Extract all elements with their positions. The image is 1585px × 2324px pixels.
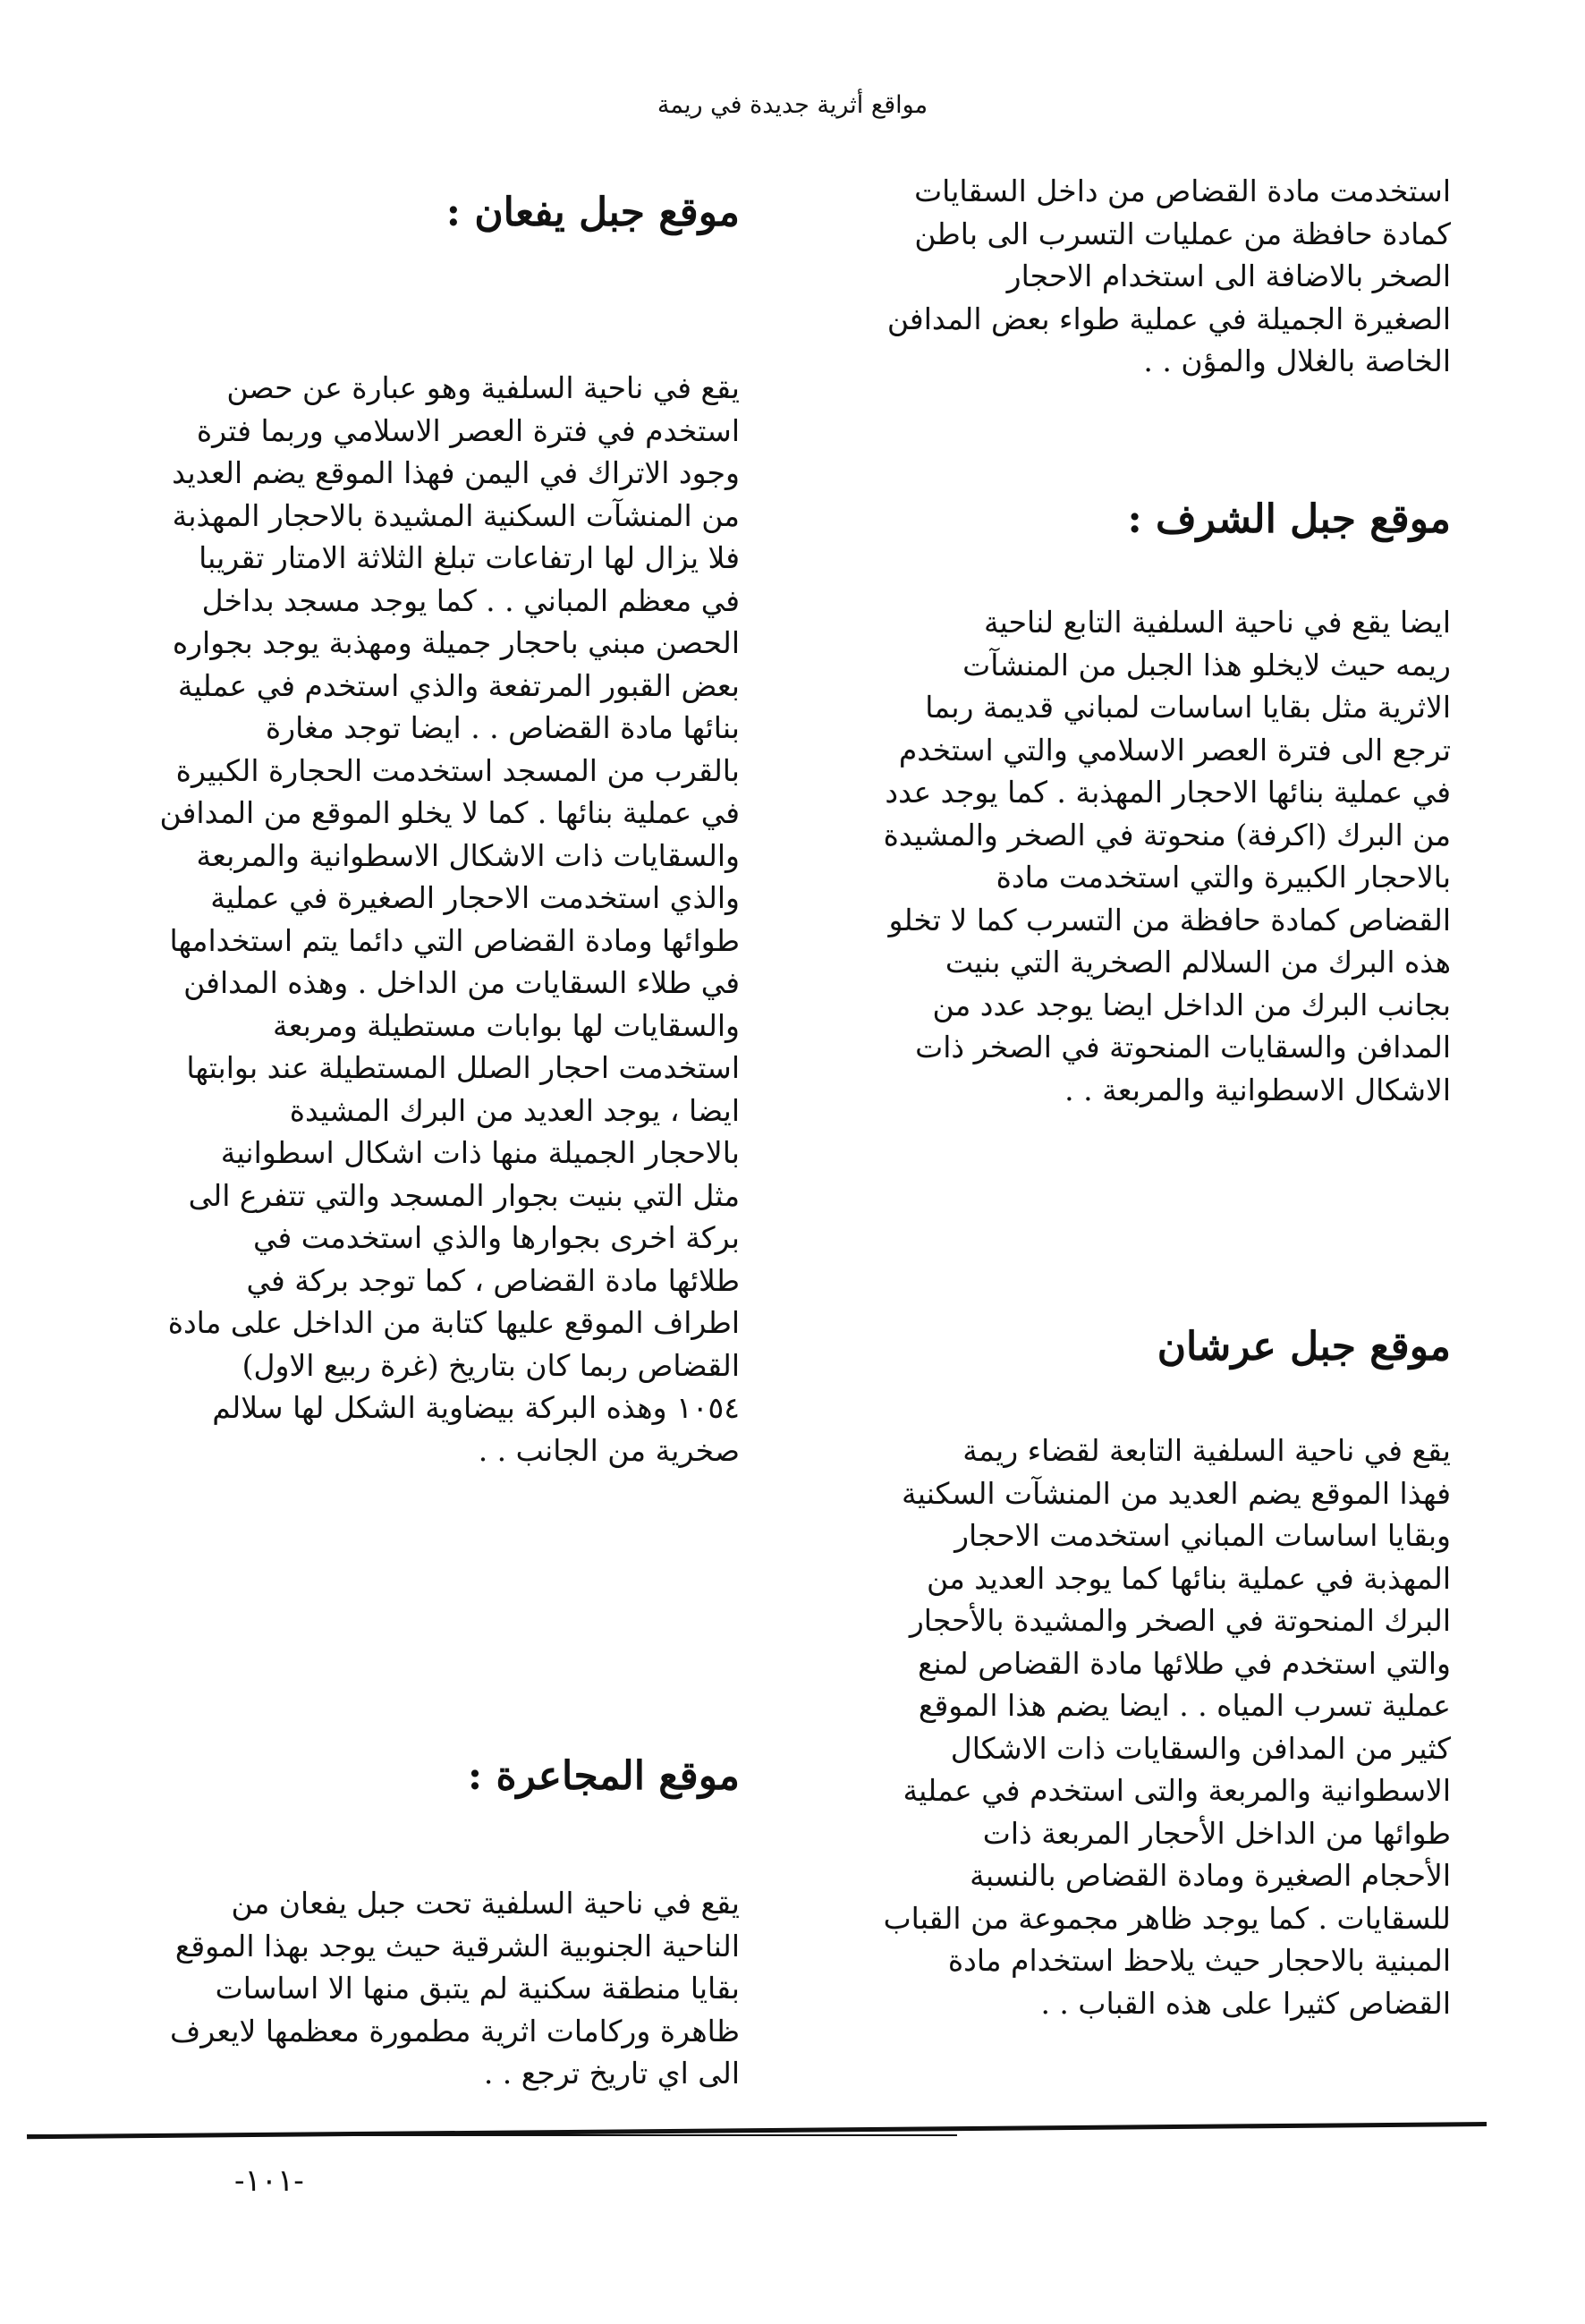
text-line: بالاحجار الجميلة منها ذات اشكال اسطوانية	[220, 1135, 740, 1170]
text-line: استخدم في فترة العصر الاسلامي وربما فترة	[196, 412, 740, 448]
text-line: من البرك (اكرفة) منحوتة في الصخر والمشيدة	[883, 817, 1451, 852]
text-line: اطراف الموقع عليها كتابة من الداخل على مادة	[167, 1305, 740, 1340]
text-line: ريمه حيث لايخلو هذا الجبل من المنشآت	[962, 647, 1451, 683]
text-line: يقع في ناحية السلفية تحت جبل يفعان من	[231, 1886, 740, 1921]
text-line: عملية تسرب المياه . . ايضا يضم هذا الموقع	[918, 1688, 1451, 1723]
text-line: طلائها مادة القضاص ، كما توجد بركة في	[246, 1262, 740, 1298]
section-heading-jabal-al-sharaf: موقع جبل الشرف :	[1127, 496, 1451, 542]
text-line: ايضا ، يوجد العديد من البرك المشيدة	[289, 1092, 740, 1128]
page-number: -١٠١-	[234, 2163, 304, 2199]
section-body-al-majaara	[131, 1882, 740, 2095]
text-line: وجود الاتراك في اليمن فهذا الموقع يضم العديد	[172, 455, 740, 490]
text-line: في عملية بنائها الاحجار المهذبة . كما يوجد عدد	[885, 775, 1451, 810]
text-line: بالاحجار الكبيرة والتي استخدمت مادة	[996, 860, 1451, 895]
text-line: والتي استخدم في طلائها مادة القضاص لمنع	[918, 1645, 1451, 1681]
text-line: القضاص كثيرا على هذه القباب . .	[1040, 1985, 1451, 2021]
right-column-intro	[860, 170, 1451, 383]
text-line: من المنشآت السكنية المشيدة بالاحجار المهذبة	[172, 497, 740, 533]
text-line: بالقرب من المسجد استخدمت الحجارة الكبيرة	[175, 752, 740, 788]
text-line: القضاص ربما كان بتاريخ (غرة ربيع الاول)	[242, 1347, 740, 1383]
section-body-jabal-al-sharaf	[860, 601, 1451, 1111]
text-line: صخرية من الجانب . .	[478, 1432, 740, 1468]
text-line: القضاص كمادة حافظة من التسرب كما لا تخلو	[888, 902, 1451, 937]
text-line: المبنية بالاحجار حيث يلاحظ استخدام مادة	[947, 1943, 1451, 1978]
text-line: فلا يزال لها ارتفاعات تبلغ الثلاثة الامتار تقريبا	[199, 540, 740, 575]
text-line: كثير من المدافن والسقايات ذات الاشكال	[950, 1730, 1451, 1766]
section-body-jabal-arshan	[860, 1429, 1451, 2024]
text-line: بجانب البرك من الداخل ايضا يوجد عدد من	[932, 987, 1451, 1022]
text-line: والسقايات ذات الاشكال الاسطوانية والمربعة	[196, 837, 740, 873]
text-line: ايضا يقع في ناحية السلفية التابع لناحية	[983, 605, 1451, 640]
text-line: بقايا منطقة سكنية لم يتبق منها الا اساسات	[215, 1971, 740, 2006]
text-line: استخدمت احجار الصلل المستطيلة عند بوابتها	[186, 1050, 740, 1085]
text-line: بعض القبور المرتفعة والذي استخدم في عملية	[177, 667, 740, 703]
text-line: والسقايات لها بوابات مستطيلة ومربعة	[273, 1007, 740, 1043]
section-body-jabal-yafaan	[131, 367, 740, 1472]
text-line: وبقايا اساسات المباني استخدمت الاحجار	[954, 1518, 1451, 1553]
text-line: الاسطوانية والمربعة والتى استخدم في عملية	[903, 1773, 1451, 1808]
text-line: الحصن مبني باحجار جميلة ومهذبة يوجد بجواره	[172, 625, 740, 660]
section-heading-jabal-arshan: موقع جبل عرشان	[1157, 1324, 1451, 1370]
text-line: الى اي تاريخ ترجع . .	[483, 2056, 740, 2091]
running-head: مواقع أثرية جديدة في ريمة	[657, 91, 928, 119]
text-line: الأحجام الصغيرة ومادة القضاص بالنسبة	[970, 1858, 1451, 1893]
text-line: في عملية بنائها . كما لا يخلو الموقع من المدافن	[159, 795, 740, 830]
text-line: في طلاء السقايات من الداخل . وهذه المدافن	[183, 965, 740, 1000]
text-line: البرك المنحوتة في الصخر والمشيدة بالأحجار	[909, 1603, 1451, 1638]
text-line: في معظم المباني . . كما يوجد مسجد بداخل	[201, 582, 740, 618]
text-line: طوائها من الداخل الأحجار المربعة ذات	[982, 1815, 1451, 1851]
text-line: يقع في ناحية السلفية التابعة لقضاء ريمة	[962, 1433, 1451, 1468]
text-line: مثل التي بنيت بجوار المسجد والتي تتفرع الى	[188, 1177, 740, 1213]
text-line: بركة اخرى بجوارها والذي استخدمت في	[252, 1220, 740, 1255]
text-line: المدافن والسقايات المنحوتة في الصخر ذات	[915, 1030, 1451, 1064]
text-line: ١٠٥٤ وهذه البركة بيضاوية الشكل لها سلالم	[212, 1390, 740, 1425]
text-line: والذي استخدمت الاحجار الصغيرة في عملية	[210, 880, 740, 915]
text-line: ترجع الى فترة العصر الاسلامي والتي استخدم	[898, 732, 1451, 768]
text-line: الاشكال الاسطوانية والمربعة . .	[1064, 1072, 1451, 1107]
text-line: استخدمت مادة القضاص من داخل السقايات	[914, 174, 1451, 208]
section-heading-al-majaara: موقع المجاعرة :	[467, 1753, 740, 1799]
text-line: يقع في ناحية السلفية وهو عبارة عن حصن	[226, 370, 740, 405]
text-line: فهذا الموقع يضم العديد من المنشآت السكنية	[902, 1475, 1451, 1511]
text-line: الناحية الجنوبية الشرقية حيث يوجد بهذا الموقع	[174, 1928, 740, 1964]
text-line: كمادة حافظة من عمليات التسرب الى باطن	[914, 216, 1451, 251]
section-heading-jabal-yafaan: موقع جبل يفعان :	[445, 190, 740, 235]
text-line: الخاصة بالغلال والمؤن . .	[1143, 344, 1451, 378]
text-line: الصخر بالاضافة الى استخدام الاحجار	[1006, 259, 1451, 293]
text-line: الصغيرة الجميلة في عملية طواء بعض المدافن	[886, 301, 1451, 336]
footer-rule	[27, 2122, 1487, 2139]
text-line: هذه البرك من السلالم الصخرية التي بنيت	[945, 945, 1451, 980]
text-line: المهذبة في عملية بنائها كما يوجد العديد من	[927, 1560, 1451, 1596]
footer-rule-thin	[27, 2134, 957, 2136]
text-line: ظاهرة وركامات اثرية مطمورة معظمها لايعرف	[170, 2013, 740, 2048]
text-line: طوائها ومادة القضاص التي دائما يتم استخدامها	[169, 922, 740, 958]
text-line: للسقايات . كما يوجد ظاهر مجموعة من القباب	[883, 1900, 1451, 1936]
text-line: بنائها مادة القضاص . . ايضا توجد مغارة	[265, 710, 740, 745]
text-line: الاثرية مثل بقايا اساسات لمباني قديمة ربما	[925, 690, 1451, 725]
